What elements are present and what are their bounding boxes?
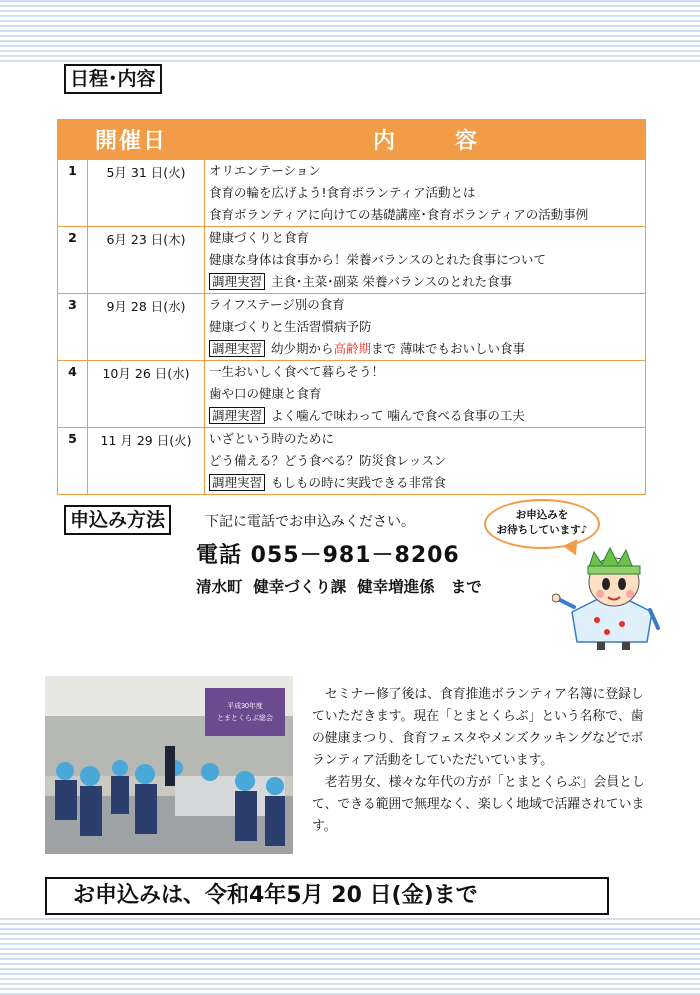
header-date: 開催日 xyxy=(58,120,205,160)
content-line xyxy=(209,472,645,494)
apply-heading: 申込み方法 xyxy=(64,505,171,535)
photo-screen-line-1: 平成30年度 xyxy=(227,703,263,710)
table-row xyxy=(58,227,646,294)
application-deadline: お申込みは、令和4年5月 20 日(金)まで xyxy=(45,877,609,915)
content-text: オリエンテーション xyxy=(209,163,321,178)
table-row xyxy=(58,428,646,495)
session-number: 2 xyxy=(58,227,88,294)
header-content: 内容 xyxy=(205,120,646,160)
content-text: 一生おいしく食べて暮らそう！ xyxy=(209,364,385,379)
tomato-mascot-illustration xyxy=(552,532,662,652)
cooking-practice-tag: 調理実習 xyxy=(209,273,265,290)
content-text: よく噛んで味わって 噛んで食べる食事の工夫 xyxy=(271,408,525,423)
table-header-row xyxy=(58,120,646,160)
description-paragraph-2: 老若男女、様々な年代の方が「とまとくらぶ」会員として、できる範囲で無理なく、楽しく地域で活躍されています。 xyxy=(312,775,645,834)
highlight-text: 高齢期 xyxy=(333,341,372,356)
description-paragraph-1: セミナー修了後は、食育推進ボランティア名簿に登録していただきます。現在「とまとくらぶ」という名称で、歯の健康まつり、食育フェスタやメンズクッキングなどでボランティア活動をしていただいています。 xyxy=(312,687,644,768)
session-number: 4 xyxy=(58,361,88,428)
session-content xyxy=(205,361,646,428)
content-text: もしもの時に実践できる非常食 xyxy=(271,475,447,490)
content-line xyxy=(209,383,645,405)
table-row xyxy=(58,294,646,361)
session-content xyxy=(205,294,646,361)
schedule-table xyxy=(57,119,646,495)
content-line xyxy=(209,271,645,293)
cooking-practice-tag: 調理実習 xyxy=(209,340,265,357)
table-row xyxy=(58,361,646,428)
content-text: 健康づくりと生活習慣病予防 xyxy=(209,319,372,334)
content-text: ライフステージ別の食育 xyxy=(209,297,345,312)
content-line xyxy=(209,204,645,226)
session-content xyxy=(205,160,646,227)
photo-screen-line-2: とまとくらぶ総会 xyxy=(217,715,273,722)
content-text: どう備える？どう食べる？防災食レッスン xyxy=(209,453,447,468)
bottom-stripe-decoration xyxy=(0,918,700,995)
program-description xyxy=(312,684,652,838)
schedule-heading: 日程･内容 xyxy=(64,64,162,94)
session-date: 6月 23 日(木) xyxy=(88,227,205,294)
content-text: 食育ボランティアに向けての基礎講座･食育ボランティアの活動事例 xyxy=(209,207,589,222)
content-text: 歯や口の健康と食育 xyxy=(209,386,322,401)
content-line xyxy=(209,428,645,450)
session-number: 1 xyxy=(58,160,88,227)
session-date: 9月 28 日(水) xyxy=(88,294,205,361)
table-row xyxy=(58,160,646,227)
bubble-line-1: お申込みを xyxy=(515,509,569,521)
content-line xyxy=(209,316,645,338)
content-line xyxy=(209,294,645,316)
content-text-after: まで 薄味でもおいしい食事 xyxy=(371,341,526,356)
content-text: いざという時のために xyxy=(209,431,335,446)
session-date: 11 月 29 日(火) xyxy=(88,428,205,495)
content-line xyxy=(209,182,645,204)
content-line xyxy=(209,249,645,271)
session-content xyxy=(205,428,646,495)
content-text: 食育の輪を広げよう!食育ボランティア活動とは xyxy=(209,185,476,200)
bubble-line-2: お待ちしています♪ xyxy=(496,524,588,536)
session-date: 10月 26 日(水) xyxy=(88,361,205,428)
content-line xyxy=(209,405,645,427)
session-date: 5月 31 日(火) xyxy=(88,160,205,227)
session-number: 5 xyxy=(58,428,88,495)
office-name: 清水町 健幸づくり課 健幸増進係 まで xyxy=(196,578,482,596)
apply-instructions: 下記に電話でお申込みください。 xyxy=(205,514,415,530)
content-text: 健康な身体は食事から！栄養バランスのとれた食事について xyxy=(209,252,546,267)
content-text: 主食･主菜･副菜 栄養バランスのとれた食事 xyxy=(271,274,513,289)
content-text: 幼少期から xyxy=(271,341,334,356)
top-stripe-decoration xyxy=(0,0,700,62)
content-text: 健康づくりと食育 xyxy=(209,230,310,245)
content-line xyxy=(209,450,645,472)
cooking-practice-tag: 調理実習 xyxy=(209,407,265,424)
content-line xyxy=(209,338,645,360)
content-line xyxy=(209,227,645,249)
content-line xyxy=(209,160,645,182)
phone-number: 電話 055－981－8206 xyxy=(196,543,460,568)
content-line xyxy=(209,361,645,383)
session-content xyxy=(205,227,646,294)
cooking-practice-tag: 調理実習 xyxy=(209,474,265,491)
session-number: 3 xyxy=(58,294,88,361)
seminar-photo xyxy=(45,676,293,854)
